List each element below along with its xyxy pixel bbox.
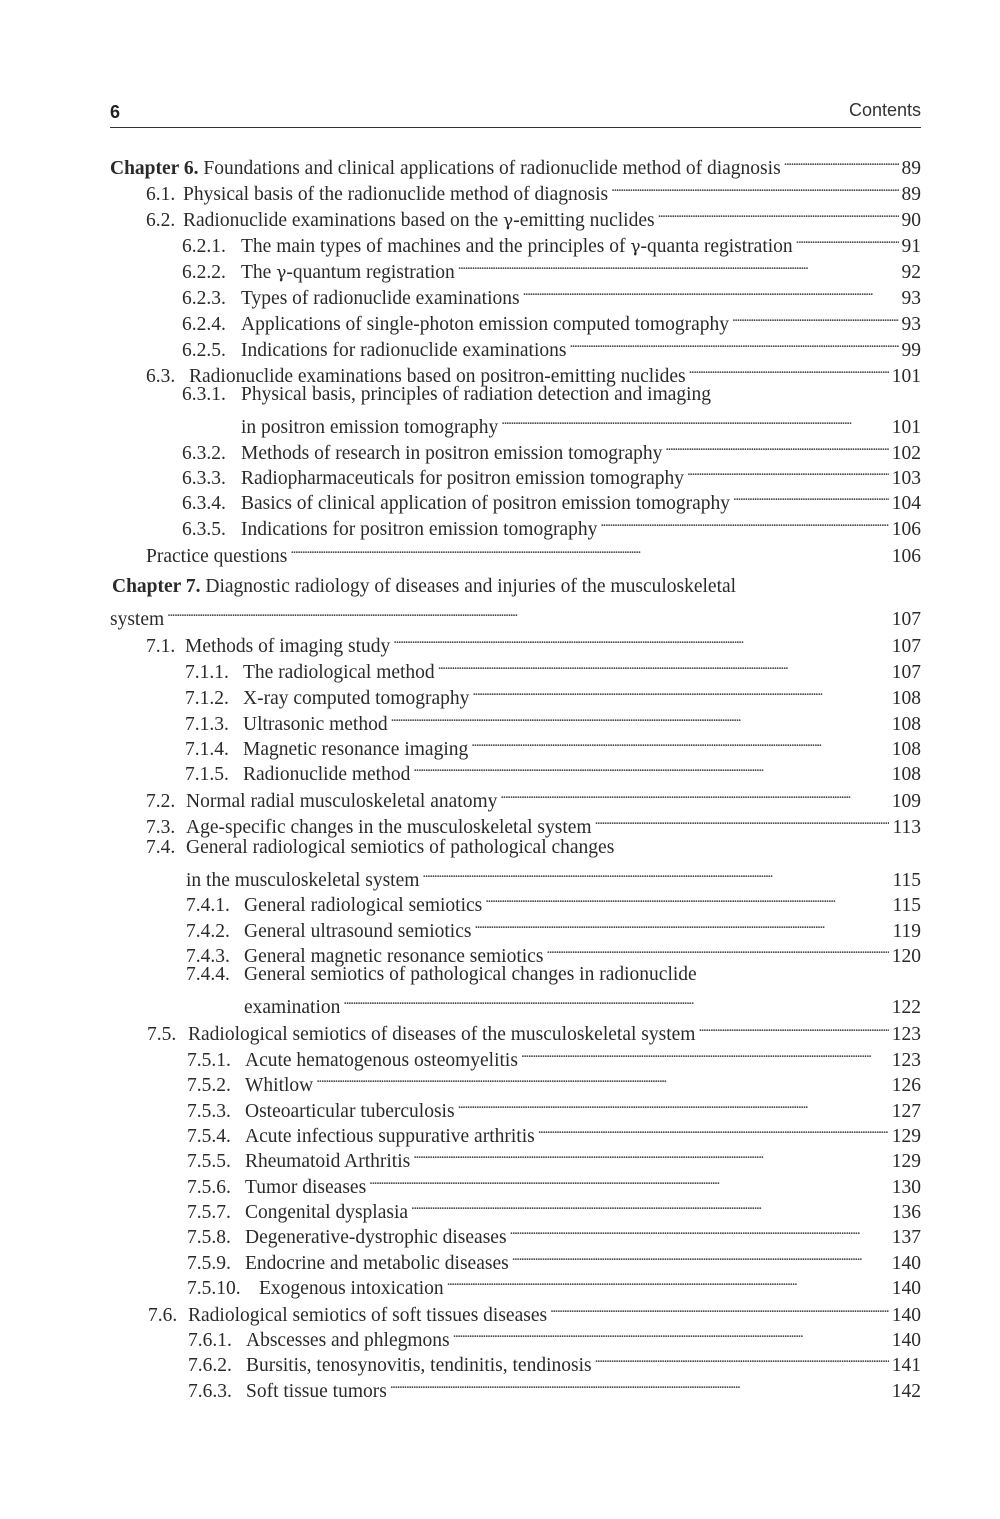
dot-leader [665,434,888,459]
dot-leader [471,730,889,755]
page-ref: 140 [891,1253,921,1274]
toc-entry-7-4-3[interactable] [186,937,921,967]
section-title: General ultrasound semiotics [244,921,472,942]
toc-chapter-7[interactable] [110,600,921,630]
toc-entry-7-5-7[interactable] [187,1193,921,1223]
page-ref: 119 [892,921,921,942]
section-number: 7.1.1. [185,662,229,683]
section-title: Congenital dysplasia [245,1202,409,1223]
section-title: General radiological semiotics [244,895,483,916]
dot-leader [600,510,888,535]
page-ref: 115 [892,895,921,916]
section-title: Basics of clinical application of positron emission tomography [241,493,731,514]
section-number: 7.1.3. [185,714,229,735]
toc-entry-7-6[interactable] [148,1296,921,1326]
dot-leader [512,1244,889,1269]
dot-leader [472,679,888,704]
section-number: 7.4.2. [186,921,230,942]
page-ref: 106 [891,519,921,540]
section-number: 7.5.9. [187,1253,231,1274]
dot-leader [438,653,889,678]
page-ref: 113 [892,817,921,838]
section-number: 6.2.3. [182,288,226,309]
dot-leader [546,937,888,962]
toc-entry-7-1-2[interactable] [185,679,921,709]
toc-entry-7-1-5[interactable] [185,755,921,785]
toc-entry-7-5-8[interactable] [187,1218,921,1248]
section-number: 6.1. [146,184,176,205]
page-ref: 109 [891,791,921,812]
section-number: 7.3. [146,817,176,838]
section-title: Endocrine and metabolic diseases [245,1253,509,1274]
section-number: 7.5.10. [187,1278,241,1299]
section-title: X-ray computed tomography [243,688,470,709]
page-ref: 104 [891,493,921,514]
section-title: Methods of research in positron emission tomography [241,443,663,464]
toc-entry-7-5-3[interactable] [187,1092,921,1122]
page-ref: 93 [901,288,921,309]
page-ref: 142 [891,1381,921,1402]
dot-leader [732,305,899,330]
toc-entry-7-1-1[interactable] [185,653,921,683]
toc-entry-7-1-3[interactable] [185,705,921,735]
section-title: Physical basis of the radionuclide method of diagnosis [183,184,609,205]
section-number: 6.3.5. [182,519,226,540]
toc-entry-7-4-4-line1[interactable] [186,962,697,987]
dot-leader [343,988,888,1013]
dot-leader [413,755,888,780]
page-ref: 106 [891,546,921,567]
section-number: 7.5.6. [187,1177,231,1198]
toc-entry-practice-questions[interactable] [146,537,921,567]
toc-entry-7-4[interactable] [186,861,921,891]
section-number: 6.2. [146,210,176,231]
chapter-label: Chapter 7. [112,576,201,597]
toc-chapter-6[interactable] [110,149,921,179]
toc-entry-7-4-1[interactable] [186,886,921,916]
section-number: 7.2. [146,791,176,812]
page-ref: 108 [891,739,921,760]
dot-leader [474,912,889,937]
page-ref: 107 [891,609,921,630]
title-part: -quantum registration [286,262,455,283]
dot-leader [550,1296,889,1321]
page-ref: 140 [891,1305,921,1326]
dot-leader [784,149,899,174]
title-part: The main types of machines and the principles of [241,236,631,257]
section-number: 6.2.4. [182,314,226,335]
section-title: Applications of single-photon emission computed tomography [241,314,729,335]
gamma-symbol: γ [630,237,641,257]
toc-entry-6-3-1-line1[interactable] [182,382,711,407]
toc-entry-6-3-1[interactable] [241,408,921,438]
section-title: Acute hematogenous osteomyelitis [245,1050,518,1071]
section-title: General semiotics of pathological changes in radionuclide [244,964,697,985]
dot-leader [595,808,890,833]
section-title-cont: in positron emission tomography [241,417,499,438]
section-number: 7.5. [147,1024,177,1045]
page-ref: 108 [891,688,921,709]
dot-leader [369,1168,889,1193]
dot-leader [485,886,889,911]
page-ref: 126 [891,1075,921,1096]
toc-entry-7-6-2[interactable] [188,1346,921,1376]
page-ref: 90 [901,210,921,231]
toc-entry-7-4-line1[interactable] [146,835,614,860]
toc-entry-7-5-6[interactable] [187,1168,921,1198]
section-number: 7.5.8. [187,1227,231,1248]
chapter-title-cont: system [110,609,165,630]
section-number: 7.1.2. [185,688,229,709]
dot-leader [538,1117,889,1142]
section-title: Physical basis, principles of radiation detection and imaging [241,384,712,405]
chapter-label: Chapter 6. [110,158,199,179]
page-ref: 101 [891,417,921,438]
toc-entry-6-2-3[interactable] [182,279,921,309]
page-ref: 140 [891,1278,921,1299]
section-number: 7.6.2. [188,1355,232,1376]
page-ref: 91 [901,236,921,257]
section-title: Bursitis, tenosynovitis, tendinitis, tendinosis [246,1355,592,1376]
page-ref: 136 [891,1202,921,1223]
section-number: 6.3.3. [182,468,226,489]
dot-leader [393,627,888,652]
section-title: Radiological semiotics of soft tissues diseases [188,1305,548,1326]
running-head: Contents [848,100,921,120]
toc-entry-7-1-4[interactable] [185,730,921,760]
section-title: Radionuclide examinations based on positron-emitting nuclides [189,366,686,387]
toc-entry-6-3[interactable] [146,357,921,387]
toc-entry-7-5-1[interactable] [187,1041,921,1071]
toc-entry-7-1[interactable] [146,627,921,657]
page-ref: 93 [901,314,921,335]
toc-entry-7-5-4[interactable] [187,1117,921,1147]
toc-entry-6-3-3[interactable] [182,459,921,489]
section-title: Radiopharmaceuticals for positron emission tomography [241,468,684,489]
section-number: 6.3.2. [182,443,226,464]
page-ref: 89 [901,158,921,179]
section-title: Abscesses and phlegmons [246,1330,450,1351]
chapter-title-text: Foundations and clinical applications of radionuclide method of diagnosis [198,158,781,179]
page-ref: 122 [891,997,921,1018]
section-number: 7.5.3. [187,1101,231,1122]
section-title: Rheumatoid Arthritis [245,1151,411,1172]
section-title: Ultrasonic method [243,714,388,735]
section-number: 7.5.5. [187,1151,231,1172]
section-number: 7.1.4. [185,739,229,760]
dot-leader [733,484,889,509]
toc-entry-6-2[interactable] [146,201,921,231]
section-number: 6.3.1. [182,384,226,405]
section-number: 6.3.4. [182,493,226,514]
title-part: Radionuclide examinations based on the [183,210,504,231]
dot-leader [510,1218,889,1243]
section-title: The radiological method [243,662,435,683]
title-part: -quanta registration [640,236,793,257]
section-title: Osteoarticular tuberculosis [245,1101,455,1122]
section-title-cont: examination [244,997,341,1018]
dot-leader [411,1193,889,1218]
section-number: 7.6. [148,1305,178,1326]
section-title: Whitlow [245,1075,314,1096]
toc-entry-7-5-10[interactable] [187,1269,921,1299]
section-number: 7.6.1. [188,1330,232,1351]
section-title: General radiological semiotics of pathological changes [186,837,615,858]
dot-leader [167,600,889,625]
page-ref: 129 [891,1126,921,1147]
dot-leader [796,227,899,252]
dot-leader [611,175,898,200]
toc-entry-6-2-4[interactable] [182,305,921,335]
toc-entry-7-6-3[interactable] [188,1372,921,1402]
page-number: 6 [110,102,121,122]
section-title: Soft tissue tumors [246,1381,387,1402]
dot-leader [698,1015,888,1040]
toc-entry-7-3[interactable] [146,808,921,838]
section-title: Degenerative-dystrophic diseases [245,1227,507,1248]
page-ref: 141 [891,1355,921,1376]
section-number: 7.5.4. [187,1126,231,1147]
page-ref: 99 [901,340,921,361]
page-ref: 92 [901,262,921,283]
section-title: Normal radial musculoskeletal anatomy [186,791,498,812]
toc-entry-6-3-4[interactable] [182,484,921,514]
dot-leader [447,1269,889,1294]
title-part: The [241,262,277,283]
dot-leader [501,408,888,433]
dot-leader [458,1092,889,1117]
section-number: 7.1.5. [185,764,229,785]
section-title: Age-specific changes in the musculoskeletal system [186,817,592,838]
dot-leader [569,331,898,356]
page-ref: 108 [891,764,921,785]
section-number: 7.4. [146,837,176,858]
dot-leader [523,279,899,304]
dot-leader [689,357,889,382]
dot-leader [500,782,888,807]
chapter-title-text: Diagnostic radiology of diseases and injuries of the musculoskeletal [200,576,737,597]
section-number: 7.5.7. [187,1202,231,1223]
page-ref: 129 [891,1151,921,1172]
dot-leader [391,705,889,730]
toc-entry-6-1[interactable] [146,175,921,205]
page-ref: 130 [891,1177,921,1198]
gamma-symbol: γ [276,263,287,283]
toc-entry-7-6-1[interactable] [188,1321,921,1351]
section-number: 7.1. [146,636,176,657]
gamma-symbol: γ [503,211,514,231]
section-title: Types of radionuclide examinations [241,288,520,309]
section-number: 7.6.3. [188,1381,232,1402]
section-title: Indications for positron emission tomography [241,519,598,540]
section-number: 7.5.2. [187,1075,231,1096]
dot-leader [658,201,899,226]
section-title: Acute infectious suppurative arthritis [245,1126,535,1147]
toc-entry-7-4-4[interactable] [244,988,921,1018]
dot-leader [413,1142,889,1167]
page-ref: 140 [891,1330,921,1351]
section-title: Indications for radionuclide examinations [241,340,567,361]
toc-entry-7-5-2[interactable] [187,1066,921,1096]
section-number: 6.2.1. [182,236,226,257]
section-number: 6.2.5. [182,340,226,361]
toc-entry-6-2-2[interactable] [182,253,921,283]
toc-entry-7-5-5[interactable] [187,1142,921,1172]
toc-entry-6-3-5[interactable] [182,510,921,540]
section-number: 6.3. [146,366,176,387]
page-ref: 123 [891,1050,921,1071]
page-ref: 107 [891,662,921,683]
section-title: Radionuclide method [243,764,411,785]
toc-entry-7-5[interactable] [147,1015,921,1045]
page-ref: 102 [891,443,921,464]
toc-entry-7-5-9[interactable] [187,1244,921,1274]
dot-leader [453,1321,889,1346]
dot-leader [290,537,888,562]
section-number: 7.4.1. [186,895,230,916]
dot-leader [422,861,889,886]
section-title: Radiological semiotics of diseases of the musculoskeletal system [188,1024,696,1045]
section-title: Methods of imaging study [185,636,391,657]
section-number: 6.2.2. [182,262,226,283]
title-part: -emitting nuclides [513,210,655,231]
dot-leader [687,459,889,484]
dot-leader [316,1066,889,1091]
dot-leader [521,1041,889,1066]
page-ref: 127 [891,1101,921,1122]
page-ref: 137 [891,1227,921,1248]
dot-leader [458,253,899,278]
dot-leader [390,1372,889,1397]
section-number: 7.4.3. [186,946,230,967]
section-title: Practice questions [146,546,288,567]
dot-leader [595,1346,889,1371]
page-ref: 115 [892,870,921,891]
page-ref: 123 [891,1024,921,1045]
page-ref: 107 [891,636,921,657]
section-title-cont: in the musculoskeletal system [186,870,420,891]
toc-entry-6-3-2[interactable] [182,434,921,464]
toc-chapter-7-line1[interactable] [112,574,736,599]
toc-entry-6-2-1[interactable] [182,227,921,257]
section-title: General magnetic resonance semiotics [244,946,544,967]
section-title: Magnetic resonance imaging [243,739,469,760]
page-ref: 120 [891,946,921,967]
page-ref: 108 [891,714,921,735]
page-ref: 103 [891,468,921,489]
toc-entry-7-4-2[interactable] [186,912,921,942]
section-title: Exogenous intoxication [259,1278,444,1299]
page-ref: 101 [891,366,921,387]
page-ref: 89 [901,184,921,205]
toc-entry-6-2-5[interactable] [182,331,921,361]
section-number: 7.4.4. [186,964,230,985]
section-title: Tumor diseases [245,1177,367,1198]
toc-entry-7-2[interactable] [146,782,921,812]
section-number: 7.5.1. [187,1050,231,1071]
